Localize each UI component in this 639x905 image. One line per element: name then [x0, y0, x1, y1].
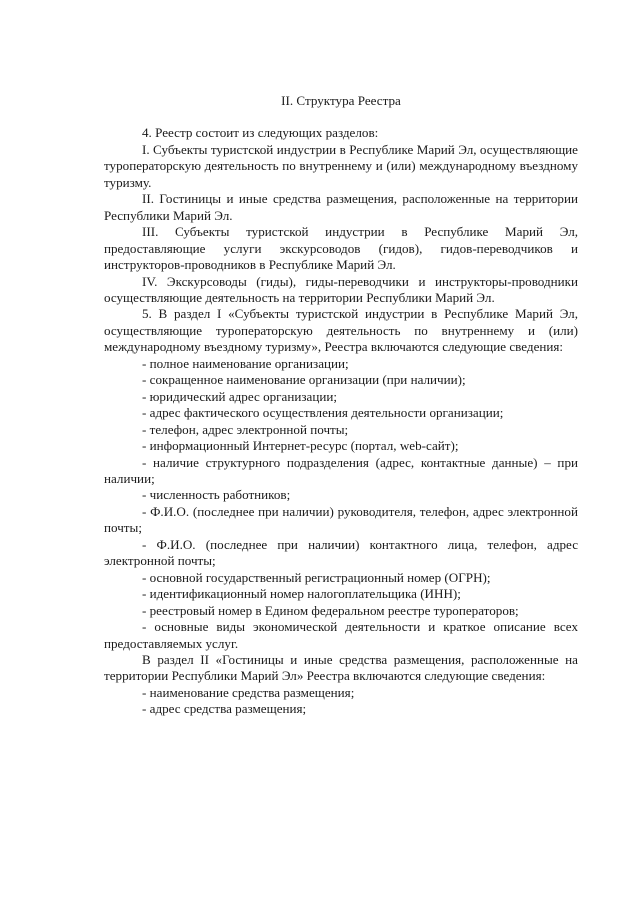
- list-item: - идентификационный номер налогоплательщика (ИНН);: [142, 586, 461, 602]
- list-item: - численность работников;: [142, 487, 291, 503]
- list-item: - полное наименование организации;: [142, 355, 349, 371]
- list-item: - сокращенное наименование организации (при наличии);: [142, 372, 466, 388]
- paragraph-section-4: IV. Экскурсоводы (гиды), гиды-переводчики и инструкторы-проводники осуществляющие деятельность на территории Республики Марий Эл.: [104, 273, 578, 305]
- list-item: - телефон, адрес электронной почты;: [142, 421, 349, 437]
- list-item: - наличие структурного подразделения (адрес, контактные данные) – при наличии;: [104, 454, 578, 486]
- paragraph-registry-intro: 4. Реестр состоит из следующих разделов:: [142, 125, 379, 141]
- list-item: - юридический адрес организации;: [142, 388, 337, 404]
- paragraph-section-2: II. Гостиницы и иные средства размещения, расположенные на территории Республики Марий Эл.: [104, 191, 578, 223]
- list-item: - адрес фактического осуществления деятельности организации;: [142, 405, 504, 421]
- paragraph-section-3: III. Субъекты туристской индустрии в Республике Марий Эл, предоставляющие услуги экскурсоводов (гидов), гидов-переводчиков и инструкторов-проводников в Республике Марий Эл.: [104, 224, 578, 273]
- list-item: - основной государственный регистрационный номер (ОГРН);: [142, 569, 491, 585]
- document-page: [104, 93, 578, 718]
- paragraph-section-1: I. Субъекты туристской индустрии в Республике Марий Эл, осуществляющие туроператорскую деятельность по внутреннему и (или) международному въездному туризму.: [104, 141, 578, 190]
- list-item: - основные виды экономической деятельности и краткое описание всех предоставляемых услуг.: [104, 619, 578, 651]
- paragraph-clause-5: 5. В раздел I «Субъекты туристской индустрии в Республике Марий Эл, осуществляющие туроператорскую деятельность по внутреннему и (или) международному въездному туризму», Реестра включаются следующие сведения:: [104, 306, 578, 355]
- list-item: - реестровый номер в Едином федеральном реестре туроператоров;: [142, 602, 519, 618]
- list-item: - Ф.И.О. (последнее при наличии) руководителя, телефон, адрес электронной почты;: [104, 503, 578, 536]
- list-item: - адрес средства размещения;: [142, 701, 307, 717]
- list-item: - Ф.И.О. (последнее при наличии) контактного лица, телефон, адрес электронной почты;: [104, 536, 578, 569]
- paragraph-section-2-intro: В раздел II «Гостиницы и иные средства размещения, расположенные на территории Республики Марий Эл» Реестра включаются следующие сведения:: [104, 651, 578, 684]
- section-title: II. Структура Реестра: [281, 93, 401, 108]
- list-item: - наименование средства размещения;: [142, 684, 355, 700]
- list-item: - информационный Интернет-ресурс (портал, web-сайт);: [142, 438, 459, 454]
